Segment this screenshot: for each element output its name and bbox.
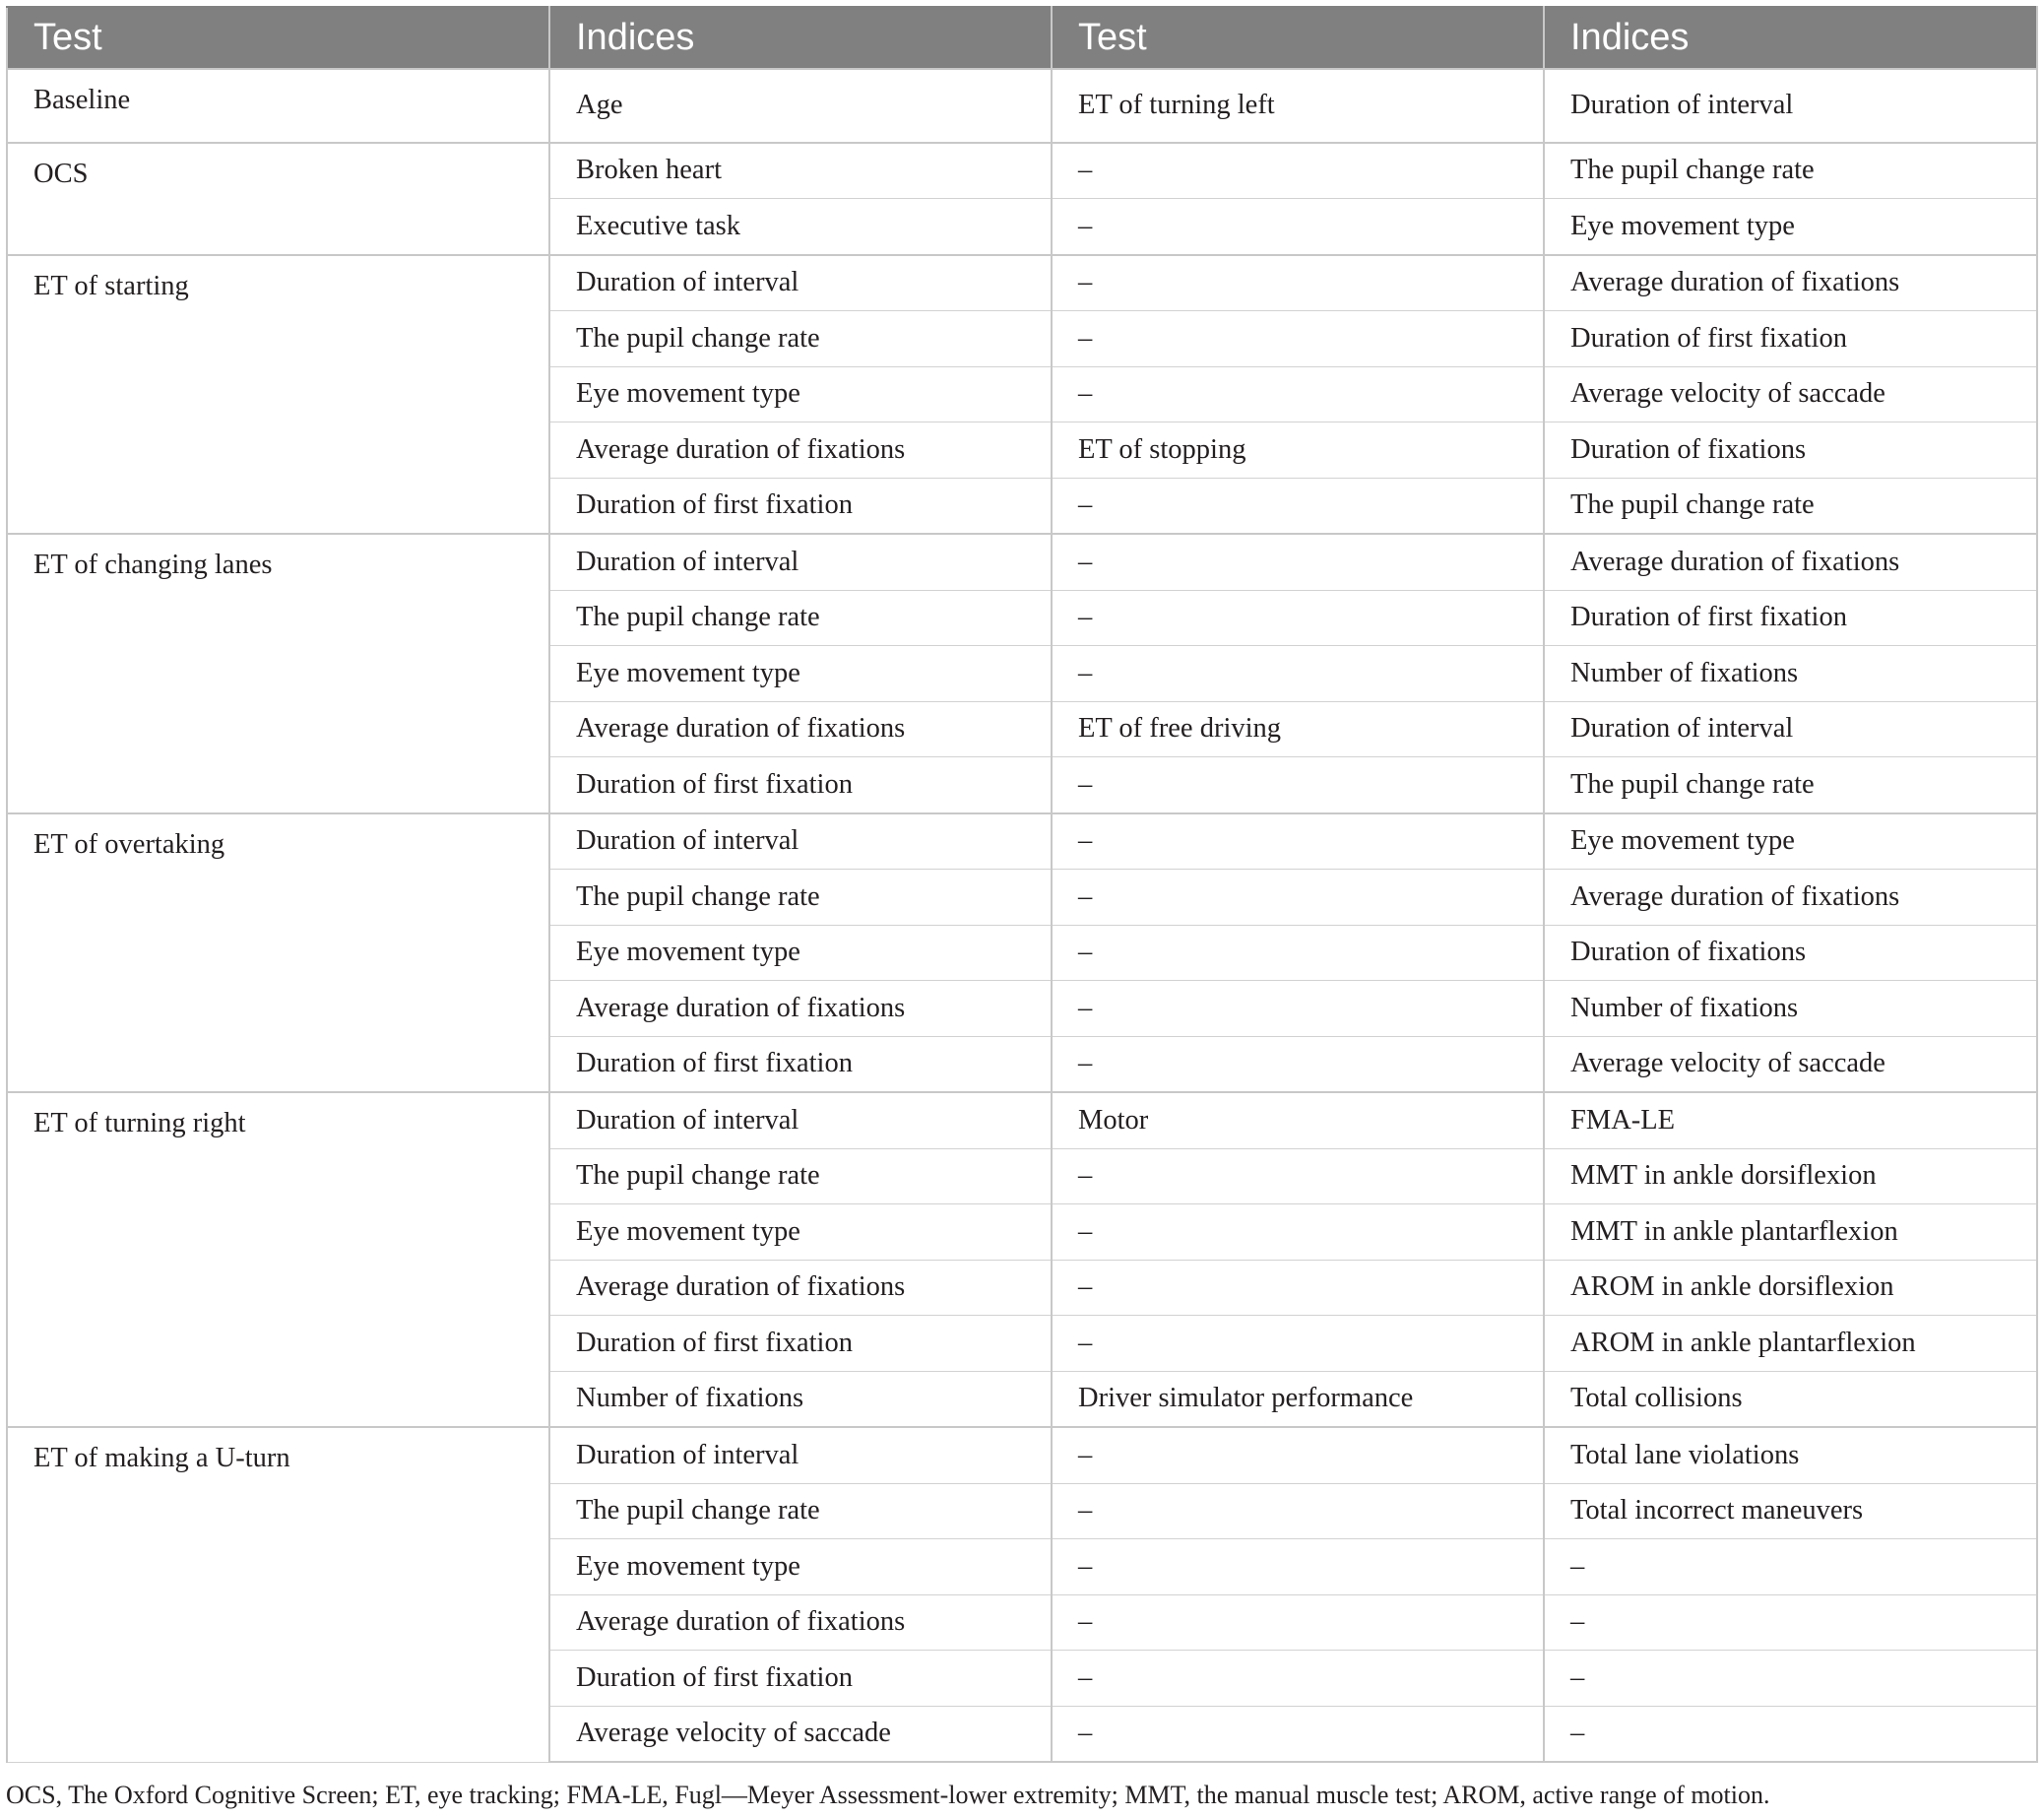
right-test-cell: – (1052, 925, 1544, 981)
left-test-cell: ET of starting (7, 255, 549, 535)
right-test-cell: – (1052, 757, 1544, 813)
right-test-cell: – (1052, 199, 1544, 255)
left-index-cell: Eye movement type (549, 1539, 1052, 1595)
left-index-cell: Average duration of fixations (549, 981, 1052, 1037)
header-indices-right: Indices (1544, 7, 2037, 69)
header-indices-left: Indices (549, 7, 1052, 69)
left-index-cell: Average duration of fixations (549, 1594, 1052, 1651)
left-test-cell: ET of overtaking (7, 813, 549, 1093)
right-index-cell: Number of fixations (1544, 981, 2037, 1037)
right-test-cell: ET of stopping (1052, 422, 1544, 479)
left-index-cell: Eye movement type (549, 646, 1052, 702)
header-test-right: Test (1052, 7, 1544, 69)
right-test-cell: – (1052, 366, 1544, 422)
right-index-cell: AROM in ankle plantarflexion (1544, 1316, 2037, 1372)
indices-table (6, 6, 2038, 1763)
right-index-cell: Total incorrect maneuvers (1544, 1483, 2037, 1539)
right-index-cell: Eye movement type (1544, 199, 2037, 255)
left-index-cell: Number of fixations (549, 1371, 1052, 1427)
table-row (7, 143, 2037, 199)
left-test-cell: ET of turning right (7, 1092, 549, 1427)
right-index-cell: Average velocity of saccade (1544, 1036, 2037, 1092)
left-index-cell: Duration of first fixation (549, 1316, 1052, 1372)
right-index-cell: Total collisions (1544, 1371, 2037, 1427)
left-index-cell: Average duration of fixations (549, 1260, 1052, 1316)
left-index-cell: Average duration of fixations (549, 422, 1052, 479)
left-index-cell: The pupil change rate (549, 311, 1052, 367)
left-test-cell: OCS (7, 143, 549, 255)
left-index-cell: Executive task (549, 199, 1052, 255)
right-index-cell: – (1544, 1539, 2037, 1595)
right-index-cell: – (1544, 1706, 2037, 1762)
right-test-cell: – (1052, 1539, 1544, 1595)
right-test-cell: – (1052, 981, 1544, 1037)
right-index-cell: The pupil change rate (1544, 757, 2037, 813)
right-test-cell: – (1052, 311, 1544, 367)
left-index-cell: Duration of interval (549, 1427, 1052, 1483)
table-row (7, 534, 2037, 590)
right-index-cell: Duration of interval (1544, 701, 2037, 757)
left-index-cell: Duration of first fixation (549, 757, 1052, 813)
right-test-cell: ET of free driving (1052, 701, 1544, 757)
left-index-cell: The pupil change rate (549, 590, 1052, 646)
right-test-cell: – (1052, 1483, 1544, 1539)
table-row (7, 1427, 2037, 1483)
left-index-cell: Eye movement type (549, 925, 1052, 981)
right-test-cell: – (1052, 478, 1544, 534)
right-index-cell: Number of fixations (1544, 646, 2037, 702)
right-test-cell: – (1052, 870, 1544, 926)
table-row (7, 255, 2037, 311)
right-test-cell: – (1052, 255, 1544, 311)
left-test-cell: Baseline (7, 69, 549, 143)
header-test-left: Test (7, 7, 549, 69)
left-index-cell: The pupil change rate (549, 1483, 1052, 1539)
right-index-cell: Duration of fixations (1544, 422, 2037, 479)
right-index-cell: Duration of interval (1544, 69, 2037, 143)
left-index-cell: The pupil change rate (549, 870, 1052, 926)
right-test-cell: – (1052, 1036, 1544, 1092)
table-row (7, 1092, 2037, 1148)
right-index-cell: – (1544, 1594, 2037, 1651)
header-row (7, 7, 2037, 69)
left-index-cell: Eye movement type (549, 1204, 1052, 1261)
right-index-cell: Duration of first fixation (1544, 311, 2037, 367)
left-index-cell: Duration of interval (549, 813, 1052, 870)
left-index-cell: Duration of first fixation (549, 1036, 1052, 1092)
left-index-cell: Age (549, 69, 1052, 143)
left-index-cell: Average duration of fixations (549, 701, 1052, 757)
left-index-cell: Broken heart (549, 143, 1052, 199)
left-test-cell: ET of making a U-turn (7, 1427, 549, 1762)
right-index-cell: The pupil change rate (1544, 478, 2037, 534)
right-index-cell: FMA-LE (1544, 1092, 2037, 1148)
right-test-cell: – (1052, 1204, 1544, 1261)
left-test-cell: ET of changing lanes (7, 534, 549, 813)
right-test-cell: – (1052, 1427, 1544, 1483)
right-index-cell: Duration of first fixation (1544, 590, 2037, 646)
right-index-cell: The pupil change rate (1544, 143, 2037, 199)
right-index-cell: Eye movement type (1544, 813, 2037, 870)
right-index-cell: – (1544, 1651, 2037, 1707)
right-test-cell: – (1052, 1316, 1544, 1372)
right-index-cell: AROM in ankle dorsiflexion (1544, 1260, 2037, 1316)
right-test-cell: – (1052, 813, 1544, 870)
right-index-cell: Duration of fixations (1544, 925, 2037, 981)
table-row (7, 69, 2037, 143)
right-test-cell: – (1052, 143, 1544, 199)
right-index-cell: Average duration of fixations (1544, 255, 2037, 311)
right-index-cell: MMT in ankle dorsiflexion (1544, 1148, 2037, 1204)
right-test-cell: Motor (1052, 1092, 1544, 1148)
right-test-cell: ET of turning left (1052, 69, 1544, 143)
right-index-cell: MMT in ankle plantarflexion (1544, 1204, 2037, 1261)
right-index-cell: Average duration of fixations (1544, 870, 2037, 926)
right-test-cell: Driver simulator performance (1052, 1371, 1544, 1427)
right-test-cell: – (1052, 534, 1544, 590)
right-test-cell: – (1052, 1148, 1544, 1204)
right-index-cell: Average duration of fixations (1544, 534, 2037, 590)
right-test-cell: – (1052, 1260, 1544, 1316)
left-index-cell: Duration of interval (549, 255, 1052, 311)
right-test-cell: – (1052, 1706, 1544, 1762)
left-index-cell: Average velocity of saccade (549, 1706, 1052, 1762)
right-index-cell: Total lane violations (1544, 1427, 2037, 1483)
table-row (7, 813, 2037, 870)
left-index-cell: Eye movement type (549, 366, 1052, 422)
right-test-cell: – (1052, 646, 1544, 702)
left-index-cell: Duration of first fixation (549, 478, 1052, 534)
table-footnote: OCS, The Oxford Cognitive Screen; ET, eye tracking; FMA-LE, Fugl—Meyer Assessment-lower extremity; MMT, the manual muscle test; AROM, active range of motion. (6, 1781, 1770, 1809)
right-test-cell: – (1052, 1651, 1544, 1707)
left-index-cell: Duration of first fixation (549, 1651, 1052, 1707)
right-test-cell: – (1052, 590, 1544, 646)
right-test-cell: – (1052, 1594, 1544, 1651)
table-body (7, 69, 2037, 1762)
left-index-cell: Duration of interval (549, 534, 1052, 590)
right-index-cell: Average velocity of saccade (1544, 366, 2037, 422)
left-index-cell: The pupil change rate (549, 1148, 1052, 1204)
left-index-cell: Duration of interval (549, 1092, 1052, 1148)
